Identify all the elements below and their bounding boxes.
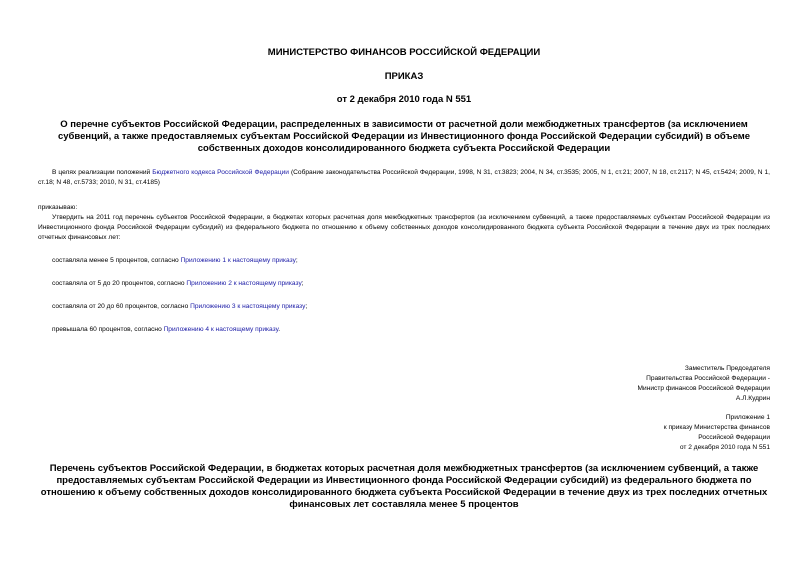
item-suffix: . (278, 326, 281, 333)
annex-1-link[interactable]: Приложению 1 к настоящему приказу (180, 257, 296, 264)
approve-paragraph: Утвердить на 2011 год перечень субъектов Российской Федерации, в бюджетах которых расчетная доля межбюджетных трансфертов (за исключением субвенций, а также предоставляемых субъектам Российской Федерации из Инвестиционного фонда Российской Федерации субсидий) из федерального бюджета по отношению к объему собственных доходов консолидированного бюджета субъекта Российской Федерации в течение двух из трех последних отчетных финансовых лет: (38, 214, 770, 241)
document-page (38, 0, 771, 510)
item-prefix: составляла от 20 до 60 процентов, согласно (52, 303, 191, 310)
annex-4-link[interactable]: Приложению 4 к настоящему приказу (163, 326, 279, 333)
document-title: О перечне субъектов Российской Федерации, распределенных в зависимости от расчетной доли межбюджетных трансфертов (за исключением субвенций, а также предоставляемых субъектам Российской Федерации из Инвестиционного фонда Российской Федерации субсидий) в объеме собственных доходов консолидированного бюджета субъекта Российской Федерации (57, 119, 751, 154)
intro-prefix: В целях реализации положений (52, 169, 153, 176)
list-item (38, 279, 770, 289)
list-item (38, 325, 770, 335)
annex-line-3: Российской Федерации (698, 434, 770, 441)
date-number-heading: от 2 декабря 2010 года N 551 (336, 94, 472, 105)
item-suffix: ; (305, 303, 308, 310)
list-item (38, 256, 770, 266)
annex-3-link[interactable]: Приложению 3 к настоящему приказу (190, 303, 306, 310)
item-suffix: ; (301, 280, 304, 287)
budget-code-link[interactable]: Бюджетного кодекса Российской Федерации (152, 169, 289, 176)
signature-line-1: Заместитель Председателя (684, 365, 770, 372)
annex-line-1: Приложение 1 (725, 414, 770, 421)
annex-title: Перечень субъектов Российской Федерации, в бюджетах которых расчетная доля межбюджетных трансфертов (за исключением субвенций, а также предоставляемых субъектам Российской Федерации из Инвестиционного фонда Российской Федерации субсидий) из федерального бюджета по отношению к объему собственных доходов консолидированного бюджета субъекта Российской Федерации в течение двух из трех последних отчетных финансовых лет составляла менее 5 процентов (40, 463, 768, 510)
signature-line-2: Правительства Российской Федерации - (646, 375, 770, 382)
intro-suffix: (Собрание законодательства Российской Федерации, 1998, N 31, ст.3823; 2004, N 34, ст.3535; 2005, N 1, ст.21; 2007, N 18, ст.2117; N 45, ст.5424; 2009, N 1, ст.18; N 48, ст.5733; 2010, N 31, ст.4185) (38, 169, 771, 186)
annex-line-2: к приказу Министерства финансов (663, 424, 770, 431)
item-prefix: составляла от 5 до 20 процентов, согласно (52, 280, 187, 287)
item-suffix: ; (295, 257, 298, 264)
order-word: приказываю: (38, 204, 78, 211)
item-prefix: превышала 60 процентов, согласно (52, 326, 164, 333)
ministry-heading: МИНИСТЕРСТВО ФИНАНСОВ РОССИЙСКОЙ ФЕДЕРАЦИИ (267, 47, 541, 58)
annex-header-block (664, 413, 770, 453)
annex-line-4: от 2 декабря 2010 года N 551 (679, 444, 770, 451)
item-prefix: составляла менее 5 процентов, согласно (52, 257, 181, 264)
intro-paragraph (38, 168, 770, 188)
signature-block (638, 364, 770, 404)
signature-name: А.Л.Кудрин (735, 395, 770, 402)
signature-line-3: Министр финансов Российской Федерации (637, 385, 770, 392)
list-item (38, 302, 770, 312)
doc-type-heading: ПРИКАЗ (384, 71, 424, 82)
annex-2-link[interactable]: Приложению 2 к настоящему приказу (186, 280, 302, 287)
